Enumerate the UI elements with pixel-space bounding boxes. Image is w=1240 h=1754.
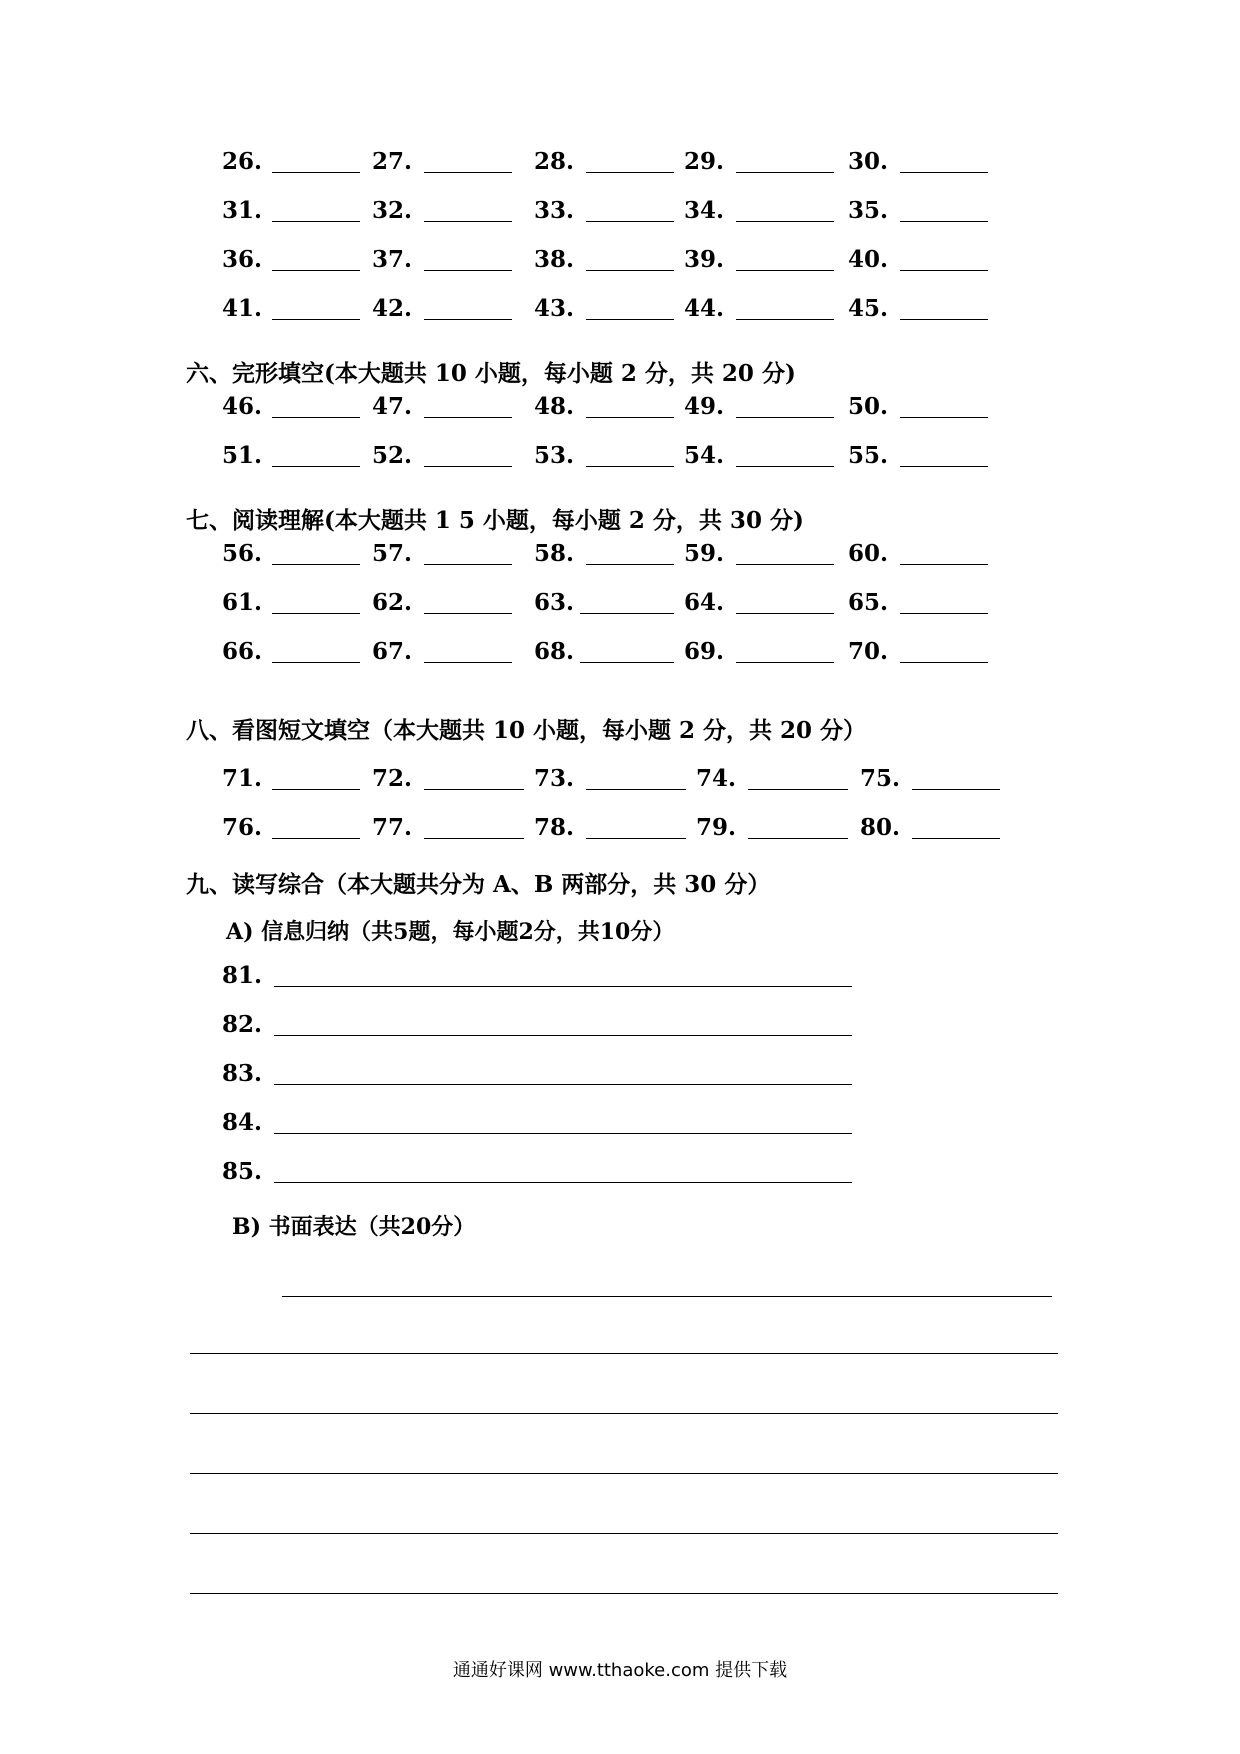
answer-blank[interactable]: [424, 662, 512, 663]
question-number: 52.: [372, 442, 413, 469]
question-number: 67.: [372, 638, 413, 665]
question-number: 51.: [222, 442, 263, 469]
question-number: 66.: [222, 638, 263, 665]
summary-answer-row: [222, 1003, 862, 1043]
answer-blank[interactable]: [586, 417, 674, 418]
question-number: 77.: [372, 814, 413, 841]
answer-row: [0, 757, 1240, 797]
question-number: 36.: [222, 246, 263, 273]
answer-blank[interactable]: [736, 172, 834, 173]
answer-blank[interactable]: [272, 319, 360, 320]
answer-row: [0, 630, 1240, 670]
answer-blank[interactable]: [272, 270, 360, 271]
summary-answer-row: [222, 954, 862, 994]
answer-blank[interactable]: [736, 613, 834, 614]
answer-blank[interactable]: [424, 564, 512, 565]
answer-blank[interactable]: [424, 172, 512, 173]
section-heading-reading: 七、阅读理解(本大题共 1 5 小题，每小题 2 分，共 30 分): [186, 507, 804, 534]
answer-blank[interactable]: [736, 417, 834, 418]
question-number: 61.: [222, 589, 263, 616]
question-number: 43.: [534, 295, 575, 322]
part-a-heading: A) 信息归纳（共5题，每小题2分，共10分）: [226, 919, 675, 945]
section-heading-picture-cloze: 八、看图短文填空（本大题共 10 小题，每小题 2 分，共 20 分）: [186, 717, 867, 744]
question-number: 78.: [534, 814, 575, 841]
question-number: 84.: [222, 1109, 263, 1136]
question-number: 80.: [860, 814, 901, 841]
summary-answer-row: [222, 1101, 862, 1141]
answer-blank[interactable]: [424, 789, 524, 790]
question-number: 65.: [848, 589, 889, 616]
question-number: 50.: [848, 393, 889, 420]
writing-line[interactable]: [190, 1353, 1058, 1354]
answer-blank[interactable]: [900, 466, 988, 467]
question-number: 64.: [684, 589, 725, 616]
answer-blank[interactable]: [900, 172, 988, 173]
question-number: 37.: [372, 246, 413, 273]
answer-line[interactable]: [274, 1035, 852, 1036]
answer-blank[interactable]: [580, 613, 674, 614]
question-number: 70.: [848, 638, 889, 665]
answer-blank[interactable]: [912, 789, 1000, 790]
answer-blank[interactable]: [272, 789, 360, 790]
answer-blank[interactable]: [900, 662, 988, 663]
answer-blank[interactable]: [736, 662, 834, 663]
answer-blank[interactable]: [424, 613, 512, 614]
summary-answer-row: [222, 1150, 862, 1190]
answer-blank[interactable]: [586, 838, 686, 839]
question-number: 35.: [848, 197, 889, 224]
footer-credit: 通通好课网 www.tthaoke.com 提供下载: [452, 1660, 788, 1681]
question-number: 79.: [696, 814, 737, 841]
answer-line[interactable]: [274, 1133, 852, 1134]
question-number: 38.: [534, 246, 575, 273]
question-number: 53.: [534, 442, 575, 469]
answer-blank[interactable]: [272, 172, 360, 173]
answer-blank[interactable]: [736, 221, 834, 222]
question-number: 72.: [372, 765, 413, 792]
question-number: 74.: [696, 765, 737, 792]
answer-blank[interactable]: [272, 613, 360, 614]
writing-line[interactable]: [190, 1533, 1058, 1534]
answer-blank[interactable]: [586, 221, 674, 222]
question-number: 83.: [222, 1060, 263, 1087]
question-number: 30.: [848, 148, 889, 175]
answer-blank[interactable]: [900, 564, 988, 565]
answer-blank[interactable]: [736, 270, 834, 271]
writing-line[interactable]: [190, 1593, 1058, 1594]
answer-blank[interactable]: [736, 319, 834, 320]
answer-blank[interactable]: [736, 564, 834, 565]
answer-blank[interactable]: [580, 662, 674, 663]
answer-row: [0, 532, 1240, 572]
answer-blank[interactable]: [424, 417, 512, 418]
question-number: 56.: [222, 540, 263, 567]
answer-blank[interactable]: [424, 466, 512, 467]
answer-row: [0, 238, 1240, 278]
question-number: 85.: [222, 1158, 263, 1185]
question-number: 69.: [684, 638, 725, 665]
answer-blank[interactable]: [900, 319, 988, 320]
answer-row: [0, 434, 1240, 474]
question-number: 73.: [534, 765, 575, 792]
question-number: 26.: [222, 148, 263, 175]
answer-blank[interactable]: [424, 838, 524, 839]
answer-blank[interactable]: [586, 172, 674, 173]
question-number: 76.: [222, 814, 263, 841]
answer-row: [0, 581, 1240, 621]
answer-blank[interactable]: [272, 221, 360, 222]
answer-blank[interactable]: [748, 838, 848, 839]
answer-blank[interactable]: [912, 838, 1000, 839]
question-number: 82.: [222, 1011, 263, 1038]
question-number: 40.: [848, 246, 889, 273]
question-number: 45.: [848, 295, 889, 322]
writing-line[interactable]: [190, 1413, 1058, 1414]
answer-blank[interactable]: [900, 613, 988, 614]
answer-blank[interactable]: [736, 466, 834, 467]
question-number: 28.: [534, 148, 575, 175]
answer-blank[interactable]: [272, 564, 360, 565]
answer-blank[interactable]: [424, 319, 512, 320]
answer-blank[interactable]: [586, 319, 674, 320]
section-heading-cloze: 六、完形填空(本大题共 10 小题，每小题 2 分，共 20 分): [186, 360, 796, 387]
question-number: 55.: [848, 442, 889, 469]
answer-blank[interactable]: [424, 221, 512, 222]
answer-blank[interactable]: [586, 789, 686, 790]
answer-row: [0, 287, 1240, 327]
question-number: 63.: [534, 589, 575, 616]
answer-line[interactable]: [274, 986, 852, 987]
question-number: 54.: [684, 442, 725, 469]
answer-blank[interactable]: [900, 417, 988, 418]
question-number: 44.: [684, 295, 725, 322]
writing-line[interactable]: [282, 1296, 1052, 1297]
section-heading-reading-writing: 九、读写综合（本大题共分为 A、B 两部分，共 30 分）: [186, 871, 771, 898]
writing-line[interactable]: [190, 1473, 1058, 1474]
answer-blank[interactable]: [748, 789, 848, 790]
answer-blank[interactable]: [272, 466, 360, 467]
question-number: 39.: [684, 246, 725, 273]
question-number: 31.: [222, 197, 263, 224]
question-number: 58.: [534, 540, 575, 567]
summary-answer-row: [222, 1052, 862, 1092]
answer-line[interactable]: [274, 1084, 852, 1085]
answer-blank[interactable]: [424, 270, 512, 271]
question-number: 41.: [222, 295, 263, 322]
answer-row: [0, 189, 1240, 229]
answer-blank[interactable]: [586, 564, 674, 565]
question-number: 49.: [684, 393, 725, 420]
question-number: 81.: [222, 962, 263, 989]
question-number: 27.: [372, 148, 413, 175]
question-number: 29.: [684, 148, 725, 175]
answer-blank[interactable]: [900, 221, 988, 222]
answer-blank[interactable]: [272, 838, 360, 839]
question-number: 48.: [534, 393, 575, 420]
question-number: 34.: [684, 197, 725, 224]
answer-blank[interactable]: [900, 270, 988, 271]
answer-row: [0, 806, 1240, 846]
answer-line[interactable]: [274, 1182, 852, 1183]
question-number: 46.: [222, 393, 263, 420]
question-number: 59.: [684, 540, 725, 567]
answer-blank[interactable]: [586, 466, 674, 467]
answer-row: [0, 385, 1240, 425]
question-number: 75.: [860, 765, 901, 792]
question-number: 68.: [534, 638, 575, 665]
answer-row: [0, 140, 1240, 180]
answer-blank[interactable]: [272, 662, 360, 663]
question-number: 32.: [372, 197, 413, 224]
question-number: 33.: [534, 197, 575, 224]
answer-blank[interactable]: [586, 270, 674, 271]
question-number: 47.: [372, 393, 413, 420]
answer-blank[interactable]: [272, 417, 360, 418]
question-number: 42.: [372, 295, 413, 322]
question-number: 62.: [372, 589, 413, 616]
question-number: 71.: [222, 765, 263, 792]
question-number: 60.: [848, 540, 889, 567]
part-b-heading: B) 书面表达（共20分）: [232, 1214, 476, 1240]
question-number: 57.: [372, 540, 413, 567]
